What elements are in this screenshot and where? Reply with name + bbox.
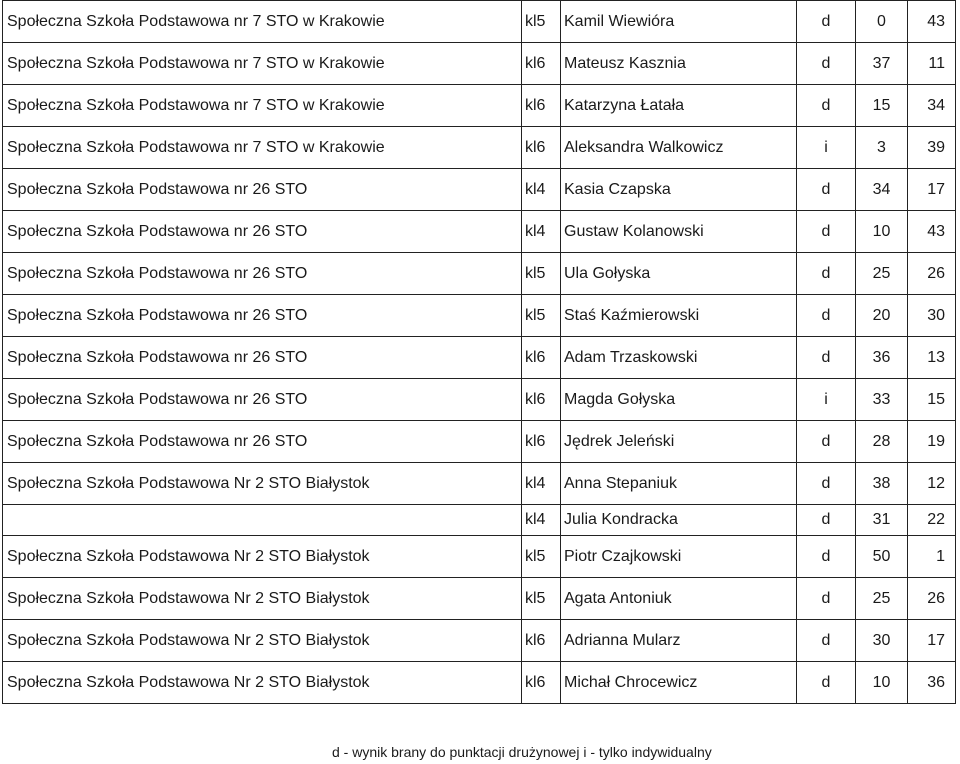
class-cell: kl5 — [522, 578, 561, 620]
table-row — [3, 620, 956, 662]
class-cell: kl6 — [522, 662, 561, 704]
result-type-cell: d — [797, 211, 856, 253]
student-name-cell: Magda Gołyska — [561, 379, 797, 421]
class-cell: kl4 — [522, 211, 561, 253]
school-cell: Społeczna Szkoła Podstawowa nr 26 STO — [3, 379, 522, 421]
table-row — [3, 578, 956, 620]
results-body — [3, 1, 956, 704]
class-cell: kl6 — [522, 43, 561, 85]
rank-cell: 30 — [908, 295, 956, 337]
rank-cell: 13 — [908, 337, 956, 379]
table-row — [3, 662, 956, 704]
result-type-cell: d — [797, 536, 856, 578]
student-name-cell: Katarzyna Łatała — [561, 85, 797, 127]
score-cell: 25 — [856, 578, 908, 620]
result-type-cell: d — [797, 43, 856, 85]
table-row — [3, 127, 956, 169]
table-row — [3, 421, 956, 463]
class-cell: kl6 — [522, 85, 561, 127]
table-row — [3, 295, 956, 337]
student-name-cell: Adam Trzaskowski — [561, 337, 797, 379]
table-row — [3, 337, 956, 379]
school-cell: Społeczna Szkoła Podstawowa nr 26 STO — [3, 337, 522, 379]
student-name-cell: Anna Stepaniuk — [561, 463, 797, 505]
class-cell: kl4 — [522, 505, 561, 536]
result-type-cell: i — [797, 379, 856, 421]
school-cell: Społeczna Szkoła Podstawowa Nr 2 STO Białystok — [3, 662, 522, 704]
student-name-cell: Aleksandra Walkowicz — [561, 127, 797, 169]
score-cell: 34 — [856, 169, 908, 211]
class-cell: kl5 — [522, 536, 561, 578]
results-table — [2, 0, 956, 704]
score-cell: 50 — [856, 536, 908, 578]
school-cell: Społeczna Szkoła Podstawowa Nr 2 STO Białystok — [3, 463, 522, 505]
result-type-cell: d — [797, 1, 856, 43]
student-name-cell: Michał Chrocewicz — [561, 662, 797, 704]
score-cell: 3 — [856, 127, 908, 169]
score-cell: 36 — [856, 337, 908, 379]
table-row — [3, 1, 956, 43]
result-type-cell: d — [797, 169, 856, 211]
result-type-cell: d — [797, 421, 856, 463]
result-type-cell: d — [797, 337, 856, 379]
school-cell: Społeczna Szkoła Podstawowa nr 7 STO w Krakowie — [3, 1, 522, 43]
legend-note: d - wynik brany do punktacji drużynowej i - tylko indywidualny — [332, 744, 712, 760]
student-name-cell: Julia Kondracka — [561, 505, 797, 536]
rank-cell: 12 — [908, 463, 956, 505]
result-type-cell: d — [797, 578, 856, 620]
result-type-cell: d — [797, 295, 856, 337]
class-cell: kl6 — [522, 421, 561, 463]
score-cell: 30 — [856, 620, 908, 662]
rank-cell: 26 — [908, 578, 956, 620]
school-cell: Społeczna Szkoła Podstawowa Nr 2 STO Białystok — [3, 536, 522, 578]
school-cell: Społeczna Szkoła Podstawowa nr 26 STO — [3, 211, 522, 253]
table-row — [3, 43, 956, 85]
rank-cell: 36 — [908, 662, 956, 704]
result-type-cell: d — [797, 85, 856, 127]
score-cell: 31 — [856, 505, 908, 536]
student-name-cell: Mateusz Kasznia — [561, 43, 797, 85]
score-cell: 10 — [856, 662, 908, 704]
rank-cell: 22 — [908, 505, 956, 536]
table-row — [3, 379, 956, 421]
table-row — [3, 505, 956, 536]
school-cell: Społeczna Szkoła Podstawowa nr 7 STO w Krakowie — [3, 127, 522, 169]
table-row — [3, 463, 956, 505]
result-type-cell: d — [797, 662, 856, 704]
score-cell: 15 — [856, 85, 908, 127]
table-row — [3, 536, 956, 578]
school-cell — [3, 505, 522, 536]
rank-cell: 1 — [908, 536, 956, 578]
rank-cell: 15 — [908, 379, 956, 421]
rank-cell: 26 — [908, 253, 956, 295]
rank-cell: 19 — [908, 421, 956, 463]
score-cell: 20 — [856, 295, 908, 337]
class-cell: kl5 — [522, 295, 561, 337]
rank-cell: 34 — [908, 85, 956, 127]
student-name-cell: Gustaw Kolanowski — [561, 211, 797, 253]
rank-cell: 43 — [908, 211, 956, 253]
class-cell: kl4 — [522, 169, 561, 211]
rank-cell: 17 — [908, 169, 956, 211]
student-name-cell: Agata Antoniuk — [561, 578, 797, 620]
rank-cell: 43 — [908, 1, 956, 43]
result-type-cell: d — [797, 505, 856, 536]
student-name-cell: Adrianna Mularz — [561, 620, 797, 662]
class-cell: kl6 — [522, 337, 561, 379]
score-cell: 0 — [856, 1, 908, 43]
score-cell: 38 — [856, 463, 908, 505]
score-cell: 33 — [856, 379, 908, 421]
student-name-cell: Kamil Wiewióra — [561, 1, 797, 43]
student-name-cell: Staś Kaźmierowski — [561, 295, 797, 337]
class-cell: kl4 — [522, 463, 561, 505]
result-type-cell: d — [797, 253, 856, 295]
student-name-cell: Jędrek Jeleński — [561, 421, 797, 463]
class-cell: kl6 — [522, 379, 561, 421]
rank-cell: 11 — [908, 43, 956, 85]
school-cell: Społeczna Szkoła Podstawowa nr 26 STO — [3, 295, 522, 337]
class-cell: kl6 — [522, 620, 561, 662]
class-cell: kl5 — [522, 1, 561, 43]
score-cell: 25 — [856, 253, 908, 295]
class-cell: kl5 — [522, 253, 561, 295]
student-name-cell: Ula Gołyska — [561, 253, 797, 295]
school-cell: Społeczna Szkoła Podstawowa nr 26 STO — [3, 253, 522, 295]
school-cell: Społeczna Szkoła Podstawowa Nr 2 STO Białystok — [3, 578, 522, 620]
result-type-cell: i — [797, 127, 856, 169]
table-row — [3, 85, 956, 127]
result-type-cell: d — [797, 620, 856, 662]
student-name-cell: Kasia Czapska — [561, 169, 797, 211]
table-row — [3, 211, 956, 253]
school-cell: Społeczna Szkoła Podstawowa nr 26 STO — [3, 169, 522, 211]
table-row — [3, 169, 956, 211]
school-cell: Społeczna Szkoła Podstawowa nr 7 STO w Krakowie — [3, 43, 522, 85]
school-cell: Społeczna Szkoła Podstawowa nr 26 STO — [3, 421, 522, 463]
score-cell: 10 — [856, 211, 908, 253]
school-cell: Społeczna Szkoła Podstawowa Nr 2 STO Białystok — [3, 620, 522, 662]
rank-cell: 17 — [908, 620, 956, 662]
school-cell: Społeczna Szkoła Podstawowa nr 7 STO w Krakowie — [3, 85, 522, 127]
rank-cell: 39 — [908, 127, 956, 169]
result-type-cell: d — [797, 463, 856, 505]
score-cell: 37 — [856, 43, 908, 85]
table-row — [3, 253, 956, 295]
score-cell: 28 — [856, 421, 908, 463]
class-cell: kl6 — [522, 127, 561, 169]
student-name-cell: Piotr Czajkowski — [561, 536, 797, 578]
